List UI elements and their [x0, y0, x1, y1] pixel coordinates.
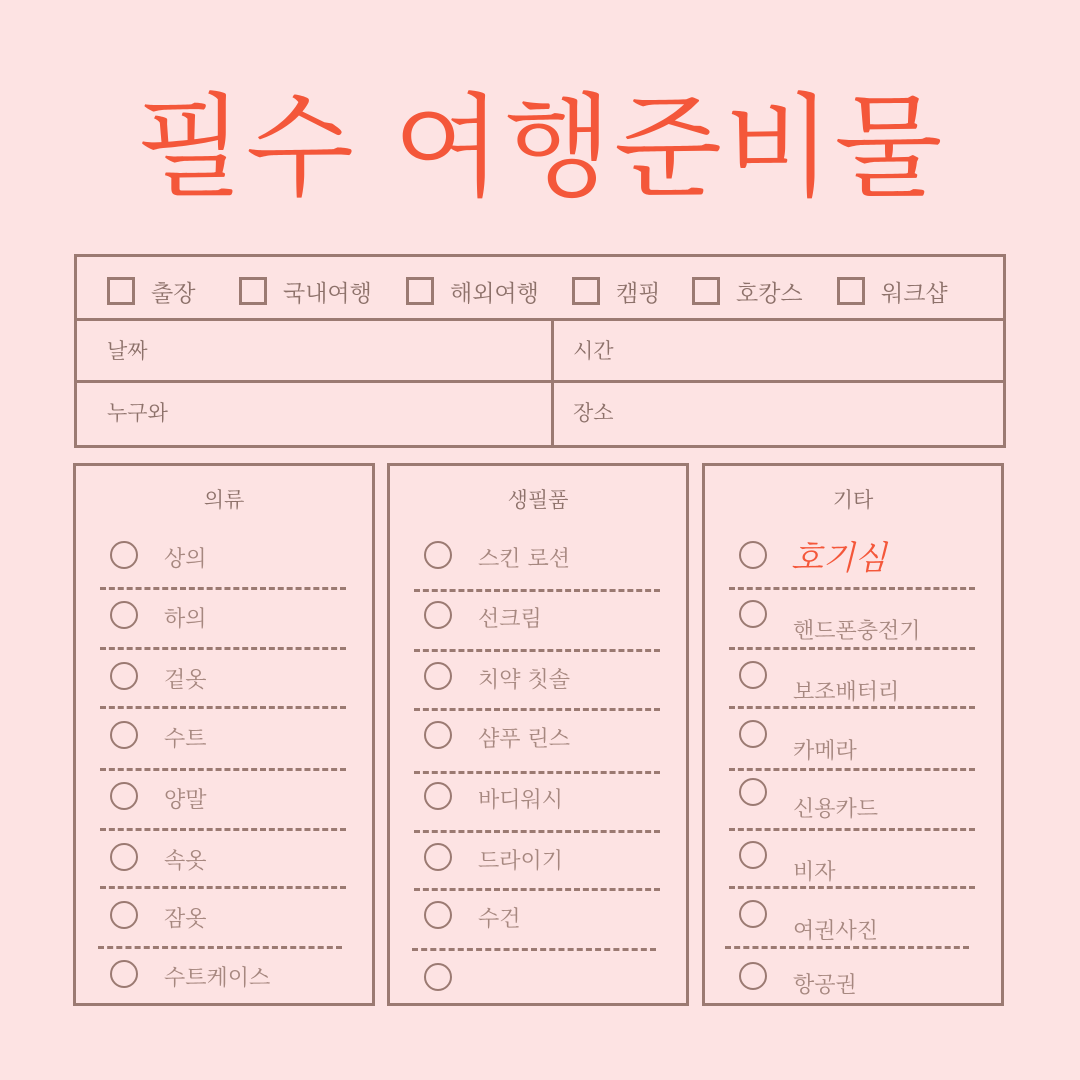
item-label: 선크림	[478, 607, 542, 632]
radio-circle-icon[interactable]	[424, 901, 452, 929]
radio-circle-icon[interactable]	[110, 843, 138, 871]
radio-circle-icon[interactable]	[424, 541, 452, 569]
checkbox-icon[interactable]	[406, 277, 434, 305]
list-item	[76, 830, 372, 888]
trip-option-hocance[interactable]	[692, 275, 803, 307]
radio-circle-icon[interactable]	[739, 778, 767, 806]
item-label: 양말	[164, 788, 207, 813]
item-label: 하의	[164, 607, 207, 632]
toiletries-list	[387, 463, 689, 1006]
list-item	[390, 649, 686, 707]
time-field[interactable]	[643, 329, 997, 375]
list-item	[390, 950, 686, 1008]
item-label: 상의	[164, 547, 207, 572]
date-time-row	[77, 321, 1003, 383]
trip-option-camping[interactable]	[572, 275, 660, 307]
item-label: 속옷	[164, 849, 207, 874]
checkbox-icon[interactable]	[837, 277, 865, 305]
list-item	[390, 708, 686, 766]
date-label: 날짜	[107, 339, 148, 363]
radio-circle-icon[interactable]	[739, 600, 767, 628]
trip-option-label: 해외여행	[450, 280, 539, 307]
trip-info-panel	[74, 254, 1006, 448]
list-item	[705, 588, 1001, 646]
companion-label: 누구와	[107, 401, 168, 425]
trip-option-overseas[interactable]	[406, 275, 539, 307]
list-item	[76, 649, 372, 707]
checkbox-icon[interactable]	[692, 277, 720, 305]
item-label: 스킨 로션	[478, 547, 571, 572]
radio-circle-icon[interactable]	[110, 721, 138, 749]
item-label: 샴푸 린스	[478, 727, 571, 752]
radio-circle-icon[interactable]	[110, 541, 138, 569]
item-label: 잠옷	[164, 907, 207, 932]
radio-circle-icon[interactable]	[110, 960, 138, 988]
list-item	[76, 528, 372, 586]
radio-circle-icon[interactable]	[424, 963, 452, 991]
place-label: 장소	[573, 401, 614, 425]
list-item	[705, 708, 1001, 766]
radio-circle-icon[interactable]	[424, 662, 452, 690]
trip-option-workshop[interactable]	[837, 275, 948, 307]
page-title: 필수 여행준비물	[135, 83, 945, 213]
companion-place-row	[77, 383, 1003, 445]
item-label: 바디워시	[478, 788, 564, 813]
item-label: 드라이기	[478, 849, 564, 874]
trip-type-row	[77, 257, 1003, 321]
list-item	[390, 769, 686, 827]
item-label: 수트케이스	[164, 966, 271, 991]
checkbox-icon[interactable]	[572, 277, 600, 305]
radio-circle-icon[interactable]	[739, 720, 767, 748]
trip-option-label: 출장	[151, 280, 196, 307]
radio-circle-icon[interactable]	[110, 782, 138, 810]
radio-circle-icon[interactable]	[739, 841, 767, 869]
radio-circle-icon[interactable]	[739, 962, 767, 990]
etc-heading: 기타	[832, 488, 874, 512]
radio-circle-icon[interactable]	[424, 721, 452, 749]
radio-circle-icon[interactable]	[739, 541, 767, 569]
trip-option-label: 워크샵	[881, 280, 948, 307]
item-label: 보조배터리	[793, 680, 900, 705]
companion-field[interactable]	[197, 391, 541, 437]
item-label: 치약 칫솔	[478, 668, 571, 693]
list-item	[705, 649, 1001, 707]
date-field[interactable]	[177, 329, 541, 375]
item-label: 비자	[793, 860, 836, 885]
list-item	[705, 888, 1001, 946]
radio-circle-icon[interactable]	[110, 901, 138, 929]
list-item	[76, 947, 372, 1005]
item-label: 핸드폰충전기	[793, 619, 921, 644]
toiletries-heading: 생필품	[507, 488, 569, 512]
dashed-divider	[725, 946, 969, 949]
column-divider	[551, 321, 554, 445]
item-label: 신용카드	[793, 797, 879, 822]
trip-option-label: 호캉스	[736, 280, 803, 307]
place-field[interactable]	[643, 391, 997, 437]
radio-circle-icon[interactable]	[739, 661, 767, 689]
item-label-highlight: 호기심	[791, 538, 887, 577]
trip-option-label: 국내여행	[283, 280, 372, 307]
etc-list	[702, 463, 1004, 1006]
item-label: 여권사진	[793, 919, 879, 944]
clothing-list	[73, 463, 375, 1006]
trip-option-business[interactable]	[107, 275, 195, 307]
radio-circle-icon[interactable]	[424, 601, 452, 629]
radio-circle-icon[interactable]	[739, 900, 767, 928]
list-item	[76, 708, 372, 766]
trip-option-label: 캠핑	[616, 280, 661, 307]
radio-circle-icon[interactable]	[110, 601, 138, 629]
item-label: 카메라	[793, 739, 857, 764]
checkbox-icon[interactable]	[239, 277, 267, 305]
clothing-heading: 의류	[203, 488, 245, 512]
item-label: 수트	[164, 727, 207, 752]
radio-circle-icon[interactable]	[424, 843, 452, 871]
list-item	[705, 950, 1001, 1008]
list-item	[390, 528, 686, 586]
item-label: 수건	[478, 907, 521, 932]
list-item	[76, 588, 372, 646]
time-label: 시간	[573, 339, 614, 363]
list-item	[705, 829, 1001, 887]
trip-option-domestic[interactable]	[239, 275, 372, 307]
list-item	[705, 528, 1001, 586]
list-item	[390, 888, 686, 946]
radio-circle-icon[interactable]	[110, 662, 138, 690]
item-label: 겉옷	[164, 668, 207, 693]
radio-circle-icon[interactable]	[424, 782, 452, 810]
list-item	[76, 769, 372, 827]
list-item	[390, 830, 686, 888]
list-item	[76, 888, 372, 946]
item-label: 항공권	[793, 973, 857, 998]
list-item	[705, 766, 1001, 824]
list-item	[390, 588, 686, 646]
checkbox-icon[interactable]	[107, 277, 135, 305]
